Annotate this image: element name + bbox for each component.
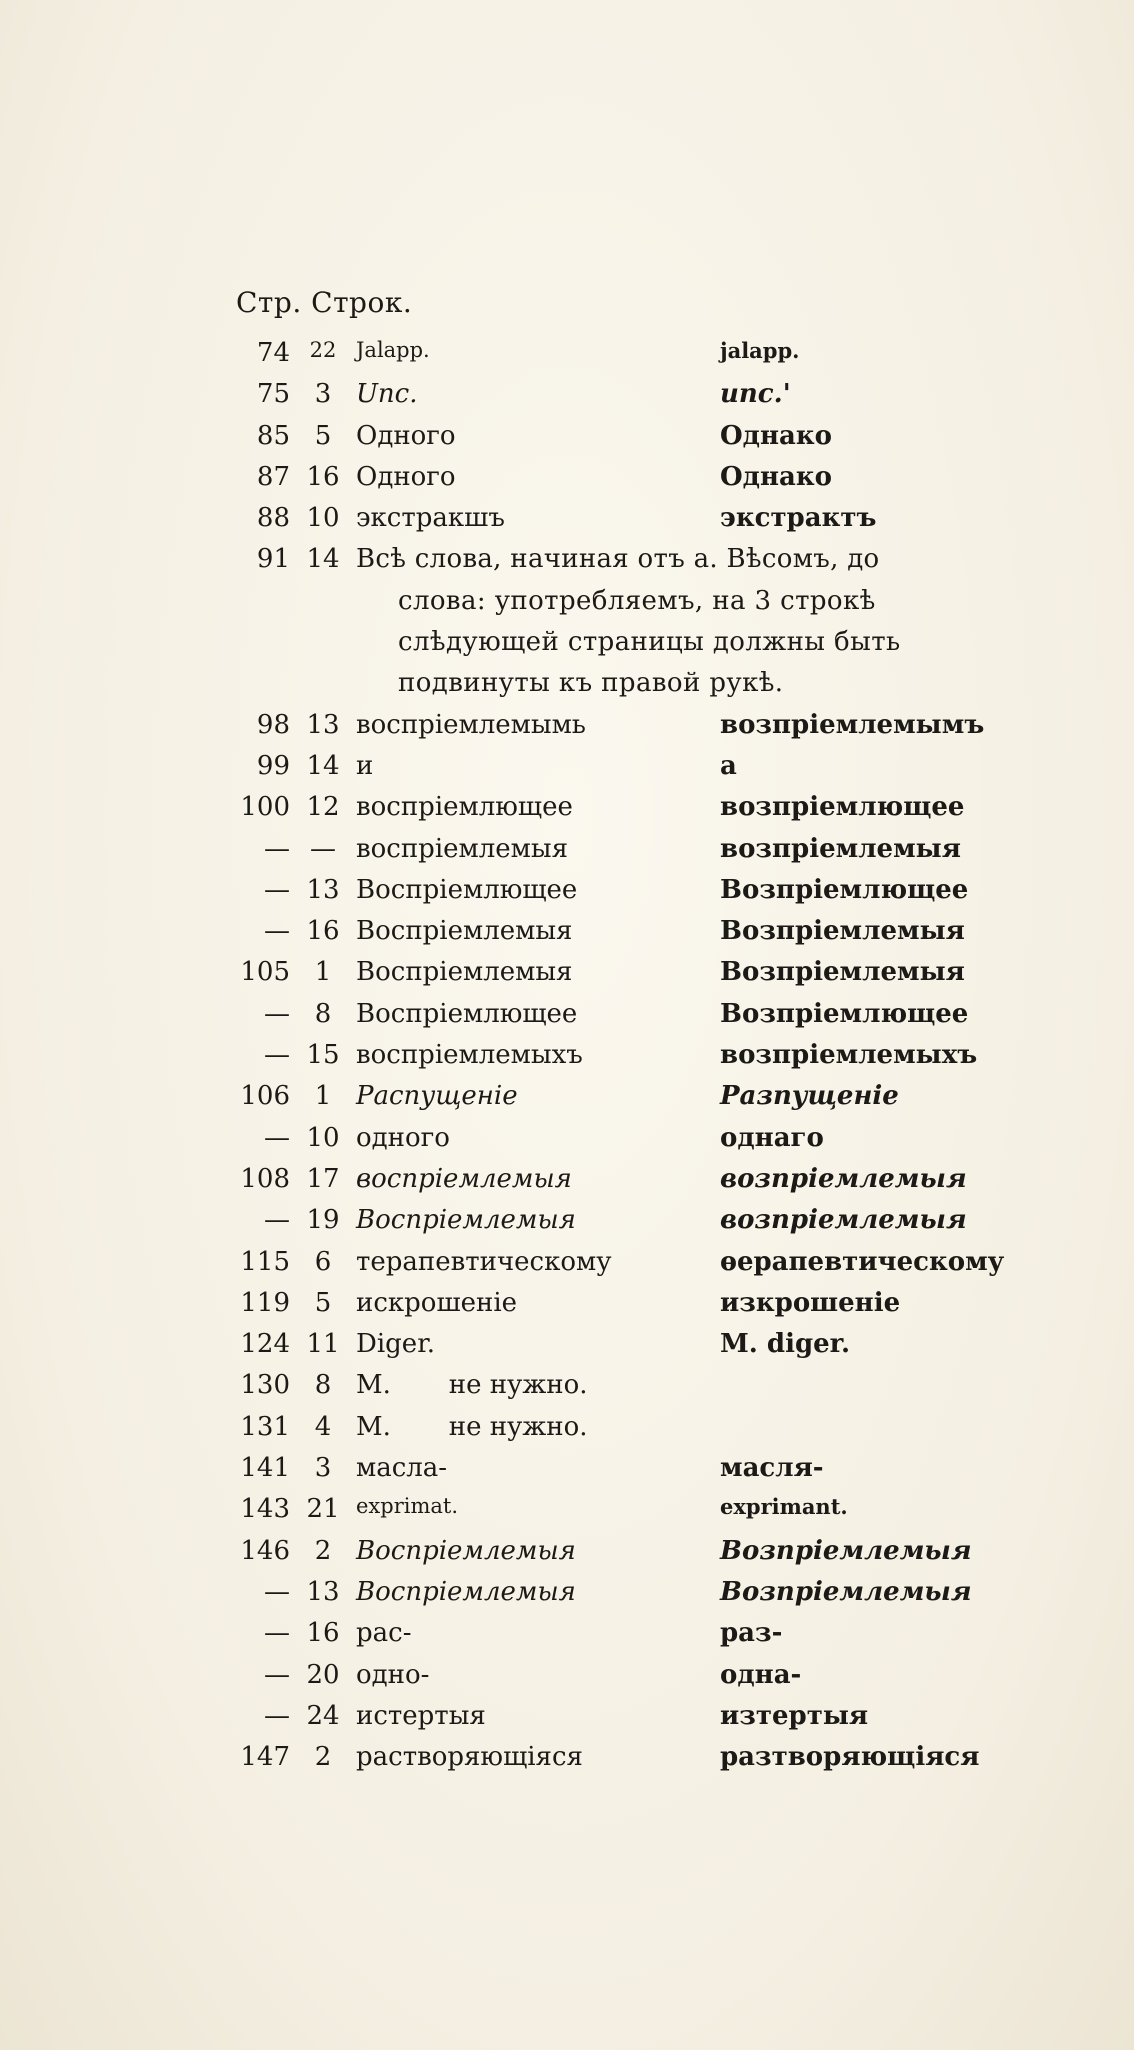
- table-row: [0, 1412, 1134, 1453]
- correction: возпріемлемыя: [720, 833, 961, 864]
- correction: Возпріемлемыя: [720, 957, 965, 988]
- line-number: 13: [306, 874, 340, 905]
- misprint: Воспріемлемыя: [356, 957, 573, 988]
- page-number: 98: [256, 709, 290, 740]
- misprint: и: [356, 750, 374, 781]
- table-row: [0, 1205, 1134, 1246]
- page-number: 130: [240, 1370, 290, 1401]
- line-number: 22: [309, 338, 337, 362]
- line-number: 13: [306, 1576, 340, 1607]
- line-number: 16: [306, 461, 340, 492]
- misprint: воспріемлемыя: [356, 1163, 572, 1194]
- line-number: 2: [314, 1742, 332, 1773]
- note-line: слѣдующей страницы должны быть: [398, 627, 901, 658]
- page-number: —: [264, 1122, 290, 1153]
- table-row-note: [0, 544, 1134, 585]
- table-row: [0, 1536, 1134, 1577]
- line-number: 1: [314, 1081, 332, 1112]
- correction: ѳерапевтическому: [720, 1246, 1005, 1277]
- line-number: 16: [306, 1618, 340, 1649]
- page-number: 131: [240, 1411, 290, 1442]
- line-number: 21: [306, 1494, 340, 1525]
- errata-table: [0, 338, 1134, 1783]
- table-row: [0, 875, 1134, 916]
- line-number: 3: [314, 379, 332, 410]
- correction: разтворяющіяся: [720, 1742, 980, 1773]
- correction: Однако: [720, 420, 832, 451]
- note-line: слова: употребляемъ, на 3 строкѣ: [398, 585, 876, 616]
- line-number: 8: [314, 1370, 332, 1401]
- table-row: [0, 751, 1134, 792]
- line-number: 14: [306, 544, 340, 575]
- line-number: 2: [314, 1535, 332, 1566]
- table-row: [0, 1081, 1134, 1122]
- table-row: [0, 503, 1134, 544]
- correction: возпріемлемыя: [720, 1163, 967, 1194]
- page-number: 100: [240, 792, 290, 823]
- page-number: —: [264, 1576, 290, 1607]
- line-number: 15: [306, 1040, 340, 1071]
- correction: M. diger.: [720, 1329, 851, 1360]
- table-row: [0, 1494, 1134, 1535]
- correction: экстрактъ: [720, 503, 877, 534]
- correction: Возпріемлющее: [720, 998, 969, 1029]
- table-row: [0, 338, 1134, 379]
- page-number: 143: [240, 1494, 290, 1525]
- table-row: [0, 710, 1134, 751]
- page-number: 141: [240, 1453, 290, 1484]
- misprint: воспріемлющее: [356, 792, 573, 823]
- line-number: 3: [314, 1453, 332, 1484]
- line-number: 14: [306, 750, 340, 781]
- misprint: воспріемлемымь: [356, 709, 586, 740]
- table-row: [0, 1247, 1134, 1288]
- table-row: [0, 1288, 1134, 1329]
- misprint: Воспріемлемыя: [356, 1535, 576, 1566]
- page-number: 147: [240, 1742, 290, 1773]
- page-number: 119: [240, 1287, 290, 1318]
- column-header: Стр. Строк.: [236, 286, 413, 319]
- misprint: Diger.: [356, 1329, 436, 1360]
- misprint: истертыя: [356, 1700, 486, 1731]
- table-row: [0, 1453, 1134, 1494]
- page-number: 146: [240, 1535, 290, 1566]
- line-number: 19: [306, 1205, 340, 1236]
- table-row: [0, 1618, 1134, 1659]
- correction: масля-: [720, 1453, 824, 1484]
- misprint: искрошеніе: [356, 1287, 518, 1318]
- page-number: —: [264, 1205, 290, 1236]
- misprint: терапевтическому: [356, 1246, 612, 1277]
- misprint: рас-: [356, 1618, 412, 1649]
- page-number: —: [264, 1659, 290, 1690]
- table-row: [0, 421, 1134, 462]
- page-number: 91: [256, 544, 290, 575]
- line-number: 13: [306, 709, 340, 740]
- correction: возпріемлющее: [720, 792, 965, 823]
- misprint: Воспріемлемыя: [356, 1205, 576, 1236]
- page-number: 88: [256, 503, 290, 534]
- page-number: 85: [256, 420, 290, 451]
- misprint: Jalapp.: [356, 338, 430, 362]
- table-row: [0, 1370, 1134, 1411]
- line-number: 5: [314, 1287, 332, 1318]
- correction: изкрошеніе: [720, 1287, 901, 1318]
- correction: Возпріемлемыя: [720, 1535, 972, 1566]
- correction: одна-: [720, 1659, 802, 1690]
- table-row: [0, 462, 1134, 503]
- page-number: —: [264, 1618, 290, 1649]
- misprint: Воспріемлемыя: [356, 916, 573, 947]
- line-number: 16: [306, 916, 340, 947]
- correction: unc.': [720, 379, 791, 410]
- page-number: —: [264, 998, 290, 1029]
- correction: возпріемлемыя: [720, 1205, 967, 1236]
- page-number: 99: [256, 750, 290, 781]
- line-number: 6: [314, 1246, 332, 1277]
- table-row: [0, 792, 1134, 833]
- misprint: Unc.: [356, 379, 418, 410]
- line-number: 1: [314, 957, 332, 988]
- table-row: [0, 957, 1134, 998]
- line-number: 17: [306, 1163, 340, 1194]
- misprint: Воспріемлющее: [356, 874, 578, 905]
- page-number: —: [264, 916, 290, 947]
- table-row: [0, 999, 1134, 1040]
- note-text: Всѣ слова, начиная отъ а. Вѣсомъ, до: [356, 544, 880, 575]
- note-continuation: [0, 586, 1134, 627]
- table-row: [0, 916, 1134, 957]
- line-number: 20: [306, 1659, 340, 1690]
- page-number: —: [264, 1040, 290, 1071]
- table-row: [0, 1329, 1134, 1370]
- misprint: Воспріемлемыя: [356, 1576, 576, 1607]
- misprint: воспріемлемыхъ: [356, 1040, 583, 1071]
- misprint: воспріемлемыя: [356, 833, 568, 864]
- table-row: [0, 1164, 1134, 1205]
- correction: раз-: [720, 1618, 783, 1649]
- correction: exprimant.: [720, 1494, 848, 1520]
- note-line: подвинуты къ правой рукѣ.: [398, 668, 784, 699]
- table-row: [0, 379, 1134, 420]
- table-row: [0, 1123, 1134, 1164]
- misprint: exprimat.: [356, 1494, 459, 1519]
- correction: Однако: [720, 461, 832, 492]
- misprint: одно-: [356, 1659, 430, 1690]
- misprint: Воспріемлющее: [356, 998, 578, 1029]
- correction: а: [720, 750, 737, 781]
- correction: однаго: [720, 1122, 824, 1153]
- misprint: растворяющіяся: [356, 1742, 583, 1773]
- misprint: Одного: [356, 461, 456, 492]
- correction: изтертыя: [720, 1700, 869, 1731]
- line-number: 12: [306, 792, 340, 823]
- line-number: 4: [314, 1411, 332, 1442]
- page-number: —: [264, 1700, 290, 1731]
- page-number: 106: [240, 1081, 290, 1112]
- table-row: [0, 1040, 1134, 1081]
- page-number: —: [264, 874, 290, 905]
- correction: jalapp.: [720, 338, 800, 363]
- page-number: 124: [240, 1329, 290, 1360]
- line-number: —: [310, 833, 336, 864]
- correction: Разпущеніе: [720, 1081, 899, 1112]
- page-number: 105: [240, 957, 290, 988]
- misprint: Распущеніе: [356, 1081, 518, 1112]
- correction: Возпріемлемыя: [720, 916, 965, 947]
- page-number: 115: [240, 1246, 290, 1277]
- page-number: —: [264, 833, 290, 864]
- page-number: 108: [240, 1163, 290, 1194]
- table-row: [0, 1660, 1134, 1701]
- note-continuation: [0, 668, 1134, 709]
- table-row: [0, 1577, 1134, 1618]
- correction: Возпріемлемыя: [720, 1576, 972, 1607]
- correction: возпріемлемыхъ: [720, 1040, 978, 1071]
- line-number: 11: [306, 1329, 340, 1360]
- line-number: 5: [314, 420, 332, 451]
- misprint: экстракшъ: [356, 503, 505, 534]
- correction: Возпріемлющее: [720, 874, 969, 905]
- misprint: M. не нужно.: [356, 1411, 588, 1442]
- line-number: 10: [306, 1122, 340, 1153]
- table-row: [0, 834, 1134, 875]
- misprint: масла-: [356, 1453, 448, 1484]
- misprint: Одного: [356, 420, 456, 451]
- page-number: 75: [256, 379, 290, 410]
- page-number: 74: [256, 338, 290, 368]
- table-row: [0, 1701, 1134, 1742]
- line-number: 24: [306, 1700, 340, 1731]
- page-number: 87: [256, 461, 290, 492]
- line-number: 8: [314, 998, 332, 1029]
- correction: возпріемлемымъ: [720, 709, 985, 740]
- line-number: 10: [306, 503, 340, 534]
- misprint: M. не нужно.: [356, 1370, 588, 1401]
- note-continuation: [0, 627, 1134, 668]
- misprint: одного: [356, 1122, 450, 1153]
- table-row: [0, 1742, 1134, 1783]
